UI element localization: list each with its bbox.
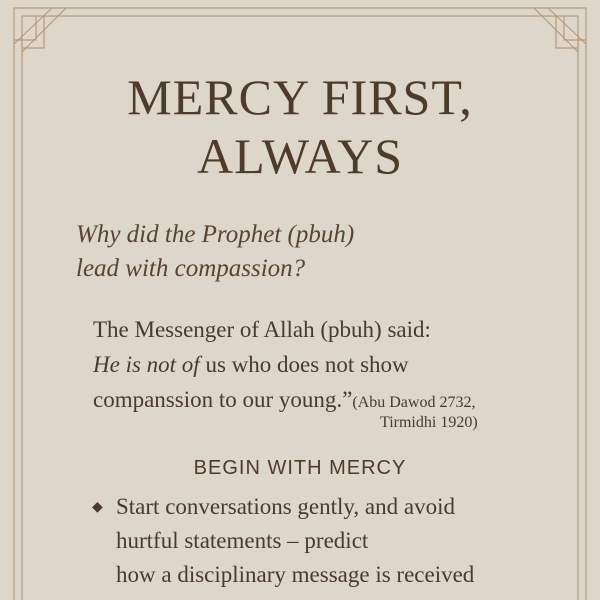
quote-line-2 xyxy=(93,347,573,382)
question-line-2: lead with compassion? xyxy=(76,255,306,282)
bullet-line-3: how a disciplinary message is received xyxy=(116,562,475,587)
bullet-item xyxy=(116,490,566,592)
section-heading: BEGIN WITH MERCY xyxy=(193,457,407,479)
citation-1: (Abu Dawod 2732, xyxy=(352,394,476,411)
bullet-line-1: Start conversations gently, and avoid xyxy=(116,494,455,519)
diamond-bullet-icon: ◆ xyxy=(92,499,103,515)
quote-line-3 xyxy=(93,382,573,420)
quote-italic: He is not of xyxy=(93,352,200,377)
bullet-line-2: hurtful statements – predict xyxy=(116,528,369,553)
title-line-2: ALWAYS xyxy=(196,128,404,184)
subtitle-question xyxy=(76,218,354,286)
quote-line-3-text: companssion to our young.” xyxy=(93,387,353,412)
quote-line-1: The Messenger of Allah (pbuh) said: xyxy=(93,317,431,342)
quote-line-2-rest: us who does not show xyxy=(199,352,409,377)
question-line-1: Why did the Prophet (pbuh) xyxy=(76,221,355,248)
hadith-quote xyxy=(93,312,573,420)
title-line-1: MERCY FIRST, xyxy=(127,69,473,125)
citation-2: Tirmidhi 1920) xyxy=(380,414,478,431)
